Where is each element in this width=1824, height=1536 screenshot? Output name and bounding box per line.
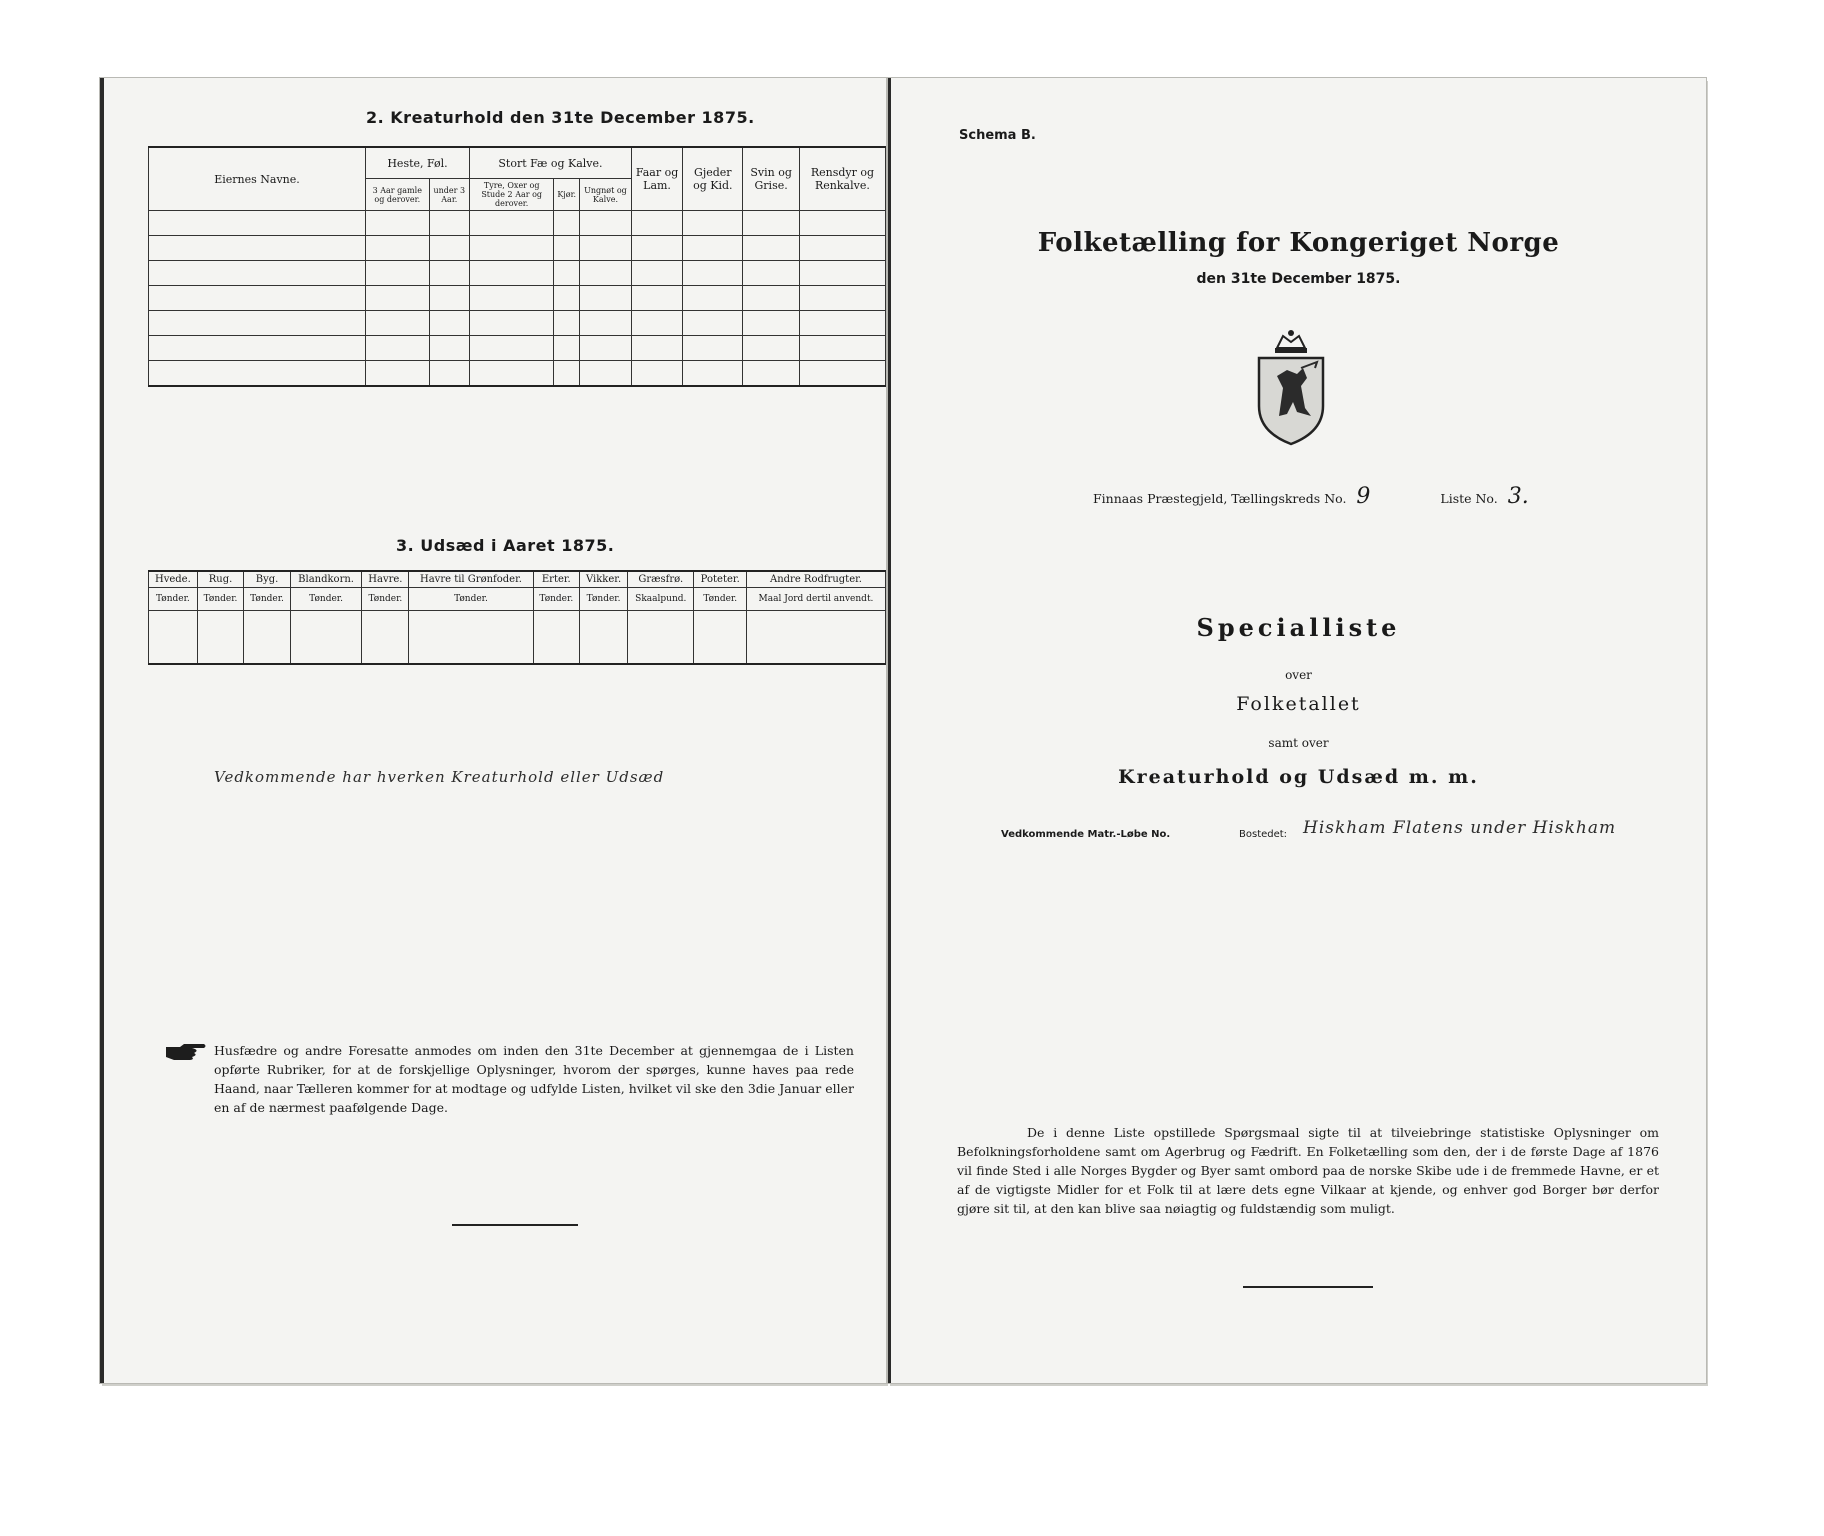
parish-name: Finnaas	[1093, 491, 1144, 506]
crop-header: Andre Rodfrugter.	[746, 571, 885, 588]
table-cell	[580, 611, 628, 665]
table-row	[149, 311, 886, 336]
sowing-table	[148, 570, 886, 665]
specialliste-heading: Specialliste	[1196, 613, 1401, 642]
unit-header: Tønder.	[409, 588, 533, 611]
pointing-hand-icon	[164, 1041, 208, 1063]
section3-title: 3. Udsæd i Aaret 1875.	[396, 536, 615, 555]
horses-adult-header: 3 Aar gamle og derover.	[366, 179, 430, 211]
folketallet-heading: Folketallet	[1236, 693, 1361, 715]
divider	[1243, 1286, 1373, 1288]
horses-young-header: under 3 Aar.	[429, 179, 469, 211]
schema-label: Schema B.	[959, 128, 1036, 143]
coat-of-arms-icon	[1251, 328, 1331, 446]
matr-label: Vedkommende Matr.-Løbe No.	[1001, 829, 1171, 840]
district-number: 9	[1356, 484, 1371, 509]
unit-header: Tønder.	[290, 588, 362, 611]
unit-header: Tønder.	[244, 588, 290, 611]
handwritten-note: Vedkommende har hverken Kreaturhold eller Udsæd	[214, 768, 665, 786]
crop-header: Hvede.	[149, 571, 198, 588]
unit-header: Tønder.	[580, 588, 628, 611]
parish-label: Præstegjeld,	[1147, 491, 1228, 506]
crop-header: Rug.	[197, 571, 243, 588]
footer-text: De i denne Liste opstillede Spørgsmaal sigte til at tilveiebringe statistiske Oplysninger om Befolkningsforholdene samt om Agerbrug og Fædrift. En Folketælling som den, der i de første Dage af 1876 vil finde Sted i alle Norges Bygder og Byer samt ombord paa de norske Skibe ude i de fremmede Havne, er et af de vigtigste Midler for et Folk til at lære dets egne Vilkaar at kjende, og enhver god Borger bør derfor gjøre sit til, at den kan blive saa nøiagtig og fuldstændig som muligt.	[957, 1125, 1659, 1216]
unit-header: Tønder.	[694, 588, 747, 611]
table-cell	[409, 611, 533, 665]
crop-header: Vikker.	[580, 571, 628, 588]
kreaturhold-heading: Kreaturhold og Udsæd m. m.	[1118, 766, 1479, 788]
table-row	[149, 211, 886, 236]
unit-header-row	[149, 588, 886, 611]
pigs-header: Svin og Grise.	[743, 147, 800, 211]
table-cell	[362, 611, 409, 665]
section2-title: 2. Kreaturhold den 31te December 1875.	[366, 108, 755, 127]
crop-header: Blandkorn.	[290, 571, 362, 588]
unit-header: Skaalpund.	[628, 588, 694, 611]
list-label: Liste No.	[1440, 491, 1498, 506]
horses-header: Heste, Føl.	[366, 147, 470, 179]
divider	[452, 1224, 578, 1226]
district-label: Tællingskreds No.	[1231, 491, 1347, 506]
unit-header: Tønder.	[149, 588, 198, 611]
table-cell	[290, 611, 362, 665]
table-cell	[149, 611, 198, 665]
table-cell	[628, 611, 694, 665]
crop-header: Græsfrø.	[628, 571, 694, 588]
goats-header: Gjeder og Kid.	[683, 147, 743, 211]
table-row	[149, 236, 886, 261]
parish-line	[1093, 484, 1535, 509]
bulls-header: Tyre, Oxer og Stude 2 Aar og derover.	[470, 179, 554, 211]
cows-header: Kjør.	[554, 179, 580, 211]
owner-name-header: Eiernes Navne.	[149, 147, 366, 211]
crop-header: Havre til Grønfoder.	[409, 571, 533, 588]
main-title: Folketælling for Kongeriget Norge	[1037, 228, 1560, 258]
table-row	[149, 261, 886, 286]
table-cell	[746, 611, 885, 665]
livestock-table	[148, 146, 886, 387]
over-text: over	[1285, 668, 1312, 682]
right-page	[888, 78, 1706, 1383]
bosted-value: Hiskham Flatens under Hiskham	[1303, 818, 1617, 838]
crop-header: Erter.	[533, 571, 579, 588]
unit-header: Tønder.	[362, 588, 409, 611]
bosted-label: Bostedet:	[1239, 829, 1288, 840]
samt-over-text: samt over	[1268, 736, 1329, 750]
left-page	[100, 78, 886, 1383]
census-date: den 31te December 1875.	[1196, 271, 1401, 287]
table-cell	[197, 611, 243, 665]
unit-header: Tønder.	[197, 588, 243, 611]
table-row	[149, 336, 886, 361]
table-row	[149, 611, 886, 665]
cattle-header: Stort Fæ og Kalve.	[470, 147, 632, 179]
sheep-header: Faar og Lam.	[631, 147, 682, 211]
calves-header: Ungnøt og Kalve.	[580, 179, 632, 211]
reindeer-header: Rensdyr og Renkalve.	[799, 147, 885, 211]
unit-header: Tønder.	[533, 588, 579, 611]
crop-header: Byg.	[244, 571, 290, 588]
table-cell	[694, 611, 747, 665]
crop-header-row	[149, 571, 886, 588]
table-cell	[244, 611, 290, 665]
crop-header: Havre.	[362, 571, 409, 588]
table-row	[149, 286, 886, 311]
crop-header: Poteter.	[694, 571, 747, 588]
notice-text: Husfædre og andre Foresatte anmodes om inden den 31te December at gjennemgaa de i Listen opførte Rubriker, for at de forskjellige Oplysninger, hvorom der spørges, kunne haves paa rede Haand, naar Tælleren kommer for at modtage og udfylde Listen, hvilket vil ske den 3die Januar eller en af de nærmest paafølgende Dage.	[214, 1043, 854, 1115]
list-number: 3.	[1507, 484, 1529, 509]
table-row	[149, 361, 886, 387]
unit-header: Maal Jord dertil anvendt.	[746, 588, 885, 611]
table-cell	[533, 611, 579, 665]
livestock-rows	[149, 211, 886, 387]
